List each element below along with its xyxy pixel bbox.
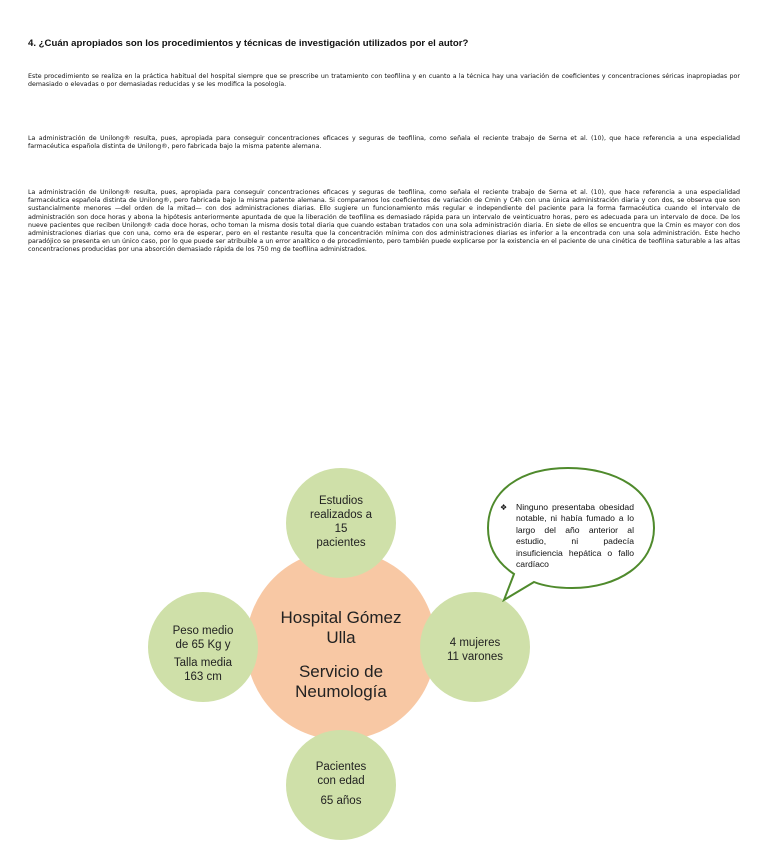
studies-label (286, 494, 396, 550)
gender-label (420, 636, 530, 664)
studies-line-4: pacientes (316, 537, 366, 549)
study-diagram (0, 460, 768, 866)
studies-line-2: realizados a (309, 509, 372, 521)
studies-line-1: Estudios (318, 495, 364, 507)
age-line-2: con edad (317, 775, 365, 787)
center-line-4: Neumología (295, 682, 387, 701)
center-line-3: Servicio de (298, 662, 384, 681)
women-count: 4 mujeres (449, 637, 501, 649)
studies-line-3: 15 (334, 523, 348, 535)
age-label (286, 760, 396, 808)
men-count: 11 varones (446, 651, 504, 663)
height-line-2: 163 cm (184, 671, 222, 683)
age-line-1: Pacientes (315, 761, 367, 773)
weight-height-label (148, 624, 258, 684)
height-line-1: Talla media (173, 657, 233, 669)
weight-line-1: Peso medio (172, 625, 234, 637)
question-heading: 4. ¿Cuán apropiados son los procedimientos y técnicas de investigación utilizados por el autor? (28, 38, 469, 49)
paragraph-unilong-long: La administración de Unilong® resulta, pues, apropiada para conseguir concentraciones eficaces y seguras de teofilina, como señala el reciente trabajo de Serna et al. (10), que hace referencia a una especialidad farmacéutica española distinta de Unilong®, pero fabricada bajo la misma patente alemana. Si comparamos los coeficientes de variación de Cmin y C4h con una única administración diaria y con dos, se observa que son sustancialmente menores —del orden de la mitad— con dos administraciones diarias. Ello sugiere un funcionamiento más regular e independiente del paciente para la forma farmacéutica cuando el intervalo de administración son doce horas y abona la hipótesis anteriormente apuntada de que la liberación de teofilina es demasiado rápida para un intervalo de veinticuatro horas, pero es adecuada para un intervalo de doce. De los nueve pacientes que reciben Unilong® cada doce horas, ocho toman la misma dosis total diaria que cuando estaban tratados con una sola administración diaria. En siete de ellos se encuentra que la Cmin es mayor con dos administraciones diarias que con una, como era de esperar, pero en el restante resulta que la concentración mínima con dos administraciones diarias es inferior a la encontrada con una sola administración. Este hecho paradójico se presenta en un único caso, por lo que puede ser atribuible a un error analítico o de procedimiento, pero también puede explicarse por la existencia en el paciente de una cinética de teofilina saturable a las altas concentraciones producidas por una absorción demasiado rápida de los 750 mg de teofilina administrados. (28, 189, 740, 254)
center-line-1: Hospital Gómez (280, 608, 402, 627)
center-label (246, 608, 436, 702)
paragraph-unilong-short: La administración de Unilong® resulta, pues, apropiada para conseguir concentraciones eficaces y seguras de teofilina, como señala el reciente trabajo de Serna et al. (10), que hace referencia a una especialidad farmacéutica española distinta de Unilong®, pero fabricada bajo la misma patente alemana. (28, 135, 740, 151)
age-line-3: 65 años (320, 795, 362, 807)
weight-line-2: de 65 Kg y (175, 639, 231, 651)
callout-bubble (486, 464, 656, 602)
diamond-bullet-icon: ❖ (500, 503, 508, 512)
center-line-2: Ulla (326, 628, 356, 647)
paragraph-procedure: Este procedimiento se realiza en la práctica habitual del hospital siempre que se prescribe un tratamiento con teofilina y en cuanto a la técnica hay una variación de coeficientes y concentraciones séricas inapropiadas por demasiado o elevadas o por demasiadas reducidas y se les modifica la posología. (28, 73, 740, 89)
center-spacer (246, 648, 436, 662)
callout-text: Ninguno presentaba obesidad notable, ni había fumado a lo largo del año anterior al estudio, ni padecía insuficiencia hepática o fallo cardíaco (516, 502, 634, 570)
